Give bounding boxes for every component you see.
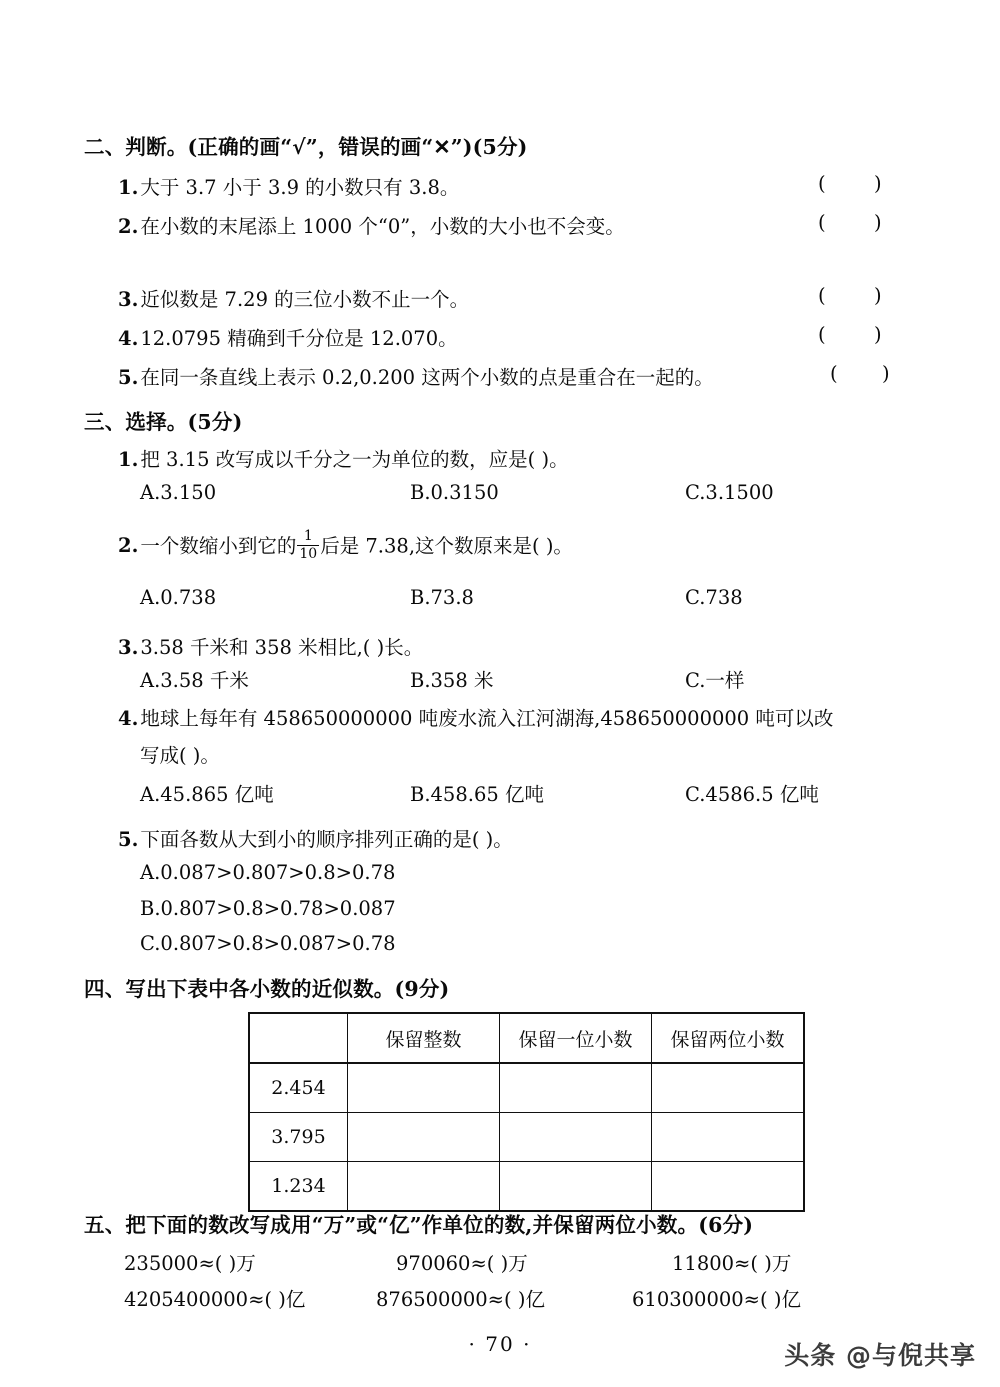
rewrite-item-6-close: ) [773, 1288, 782, 1311]
choice-4-option-a[interactable]: A.45.865 亿吨 [140, 783, 274, 806]
choice-1-option-b[interactable]: B.0.3150 [410, 481, 499, 504]
rewrite-item-4 [124, 1284, 305, 1312]
table-row-label-2: 3.795 [249, 1113, 348, 1162]
choice-question-3 [118, 632, 423, 660]
choice-question-4-line-2 [140, 740, 220, 768]
choice-3-option-c[interactable]: C.一样 [685, 669, 745, 692]
table-answer-cell-r2c3[interactable] [652, 1113, 805, 1162]
choice-question-5-text: 下面各数从大到小的顺序排列正确的是( )。 [140, 828, 513, 851]
choice-2-option-c[interactable]: C.738 [685, 586, 743, 609]
choice-5-option-b[interactable]: B.0.807>0.8>0.78>0.087 [140, 897, 396, 920]
judge-question-2-text: 在小数的末尾添上 1000 个“0”，小数的大小也不会变。 [140, 215, 625, 238]
judge-question-1 [118, 172, 459, 200]
judge-answer-1-paren-close[interactable]: ) [874, 172, 882, 195]
rewrite-item-1-value: 235000 [124, 1252, 199, 1275]
rewrite-item-2-unit: 万 [508, 1252, 528, 1275]
table-answer-cell-r3c1[interactable] [348, 1162, 500, 1212]
choice-1-option-c[interactable]: C.3.1500 [685, 481, 774, 504]
judge-answer-4-paren-close[interactable]: ) [874, 323, 882, 346]
rewrite-item-4-approx: ≈( [248, 1288, 273, 1311]
rewrite-item-5-unit: 亿 [525, 1288, 545, 1311]
fraction-one-tenth [297, 529, 319, 561]
choice-question-2-number: 2. [118, 534, 139, 558]
choice-question-1-text: 把 3.15 改写成以千分之一为单位的数，应是( )。 [140, 448, 569, 471]
rewrite-item-5-close: ) [517, 1288, 526, 1311]
judge-answer-1-paren-open: ( [818, 172, 826, 195]
table-answer-cell-r3c3[interactable] [652, 1162, 805, 1212]
rewrite-item-2-close: ) [500, 1252, 509, 1275]
judge-answer-5-paren-open: ( [830, 362, 838, 385]
judge-question-5 [118, 362, 714, 390]
judge-question-1-number: 1. [118, 176, 139, 199]
rewrite-item-2-approx: ≈( [470, 1252, 495, 1275]
table-answer-cell-r1c1[interactable] [348, 1063, 500, 1113]
section-three-heading: 三、选择。(5分) [84, 410, 243, 434]
table-answer-cell-r2c1[interactable] [348, 1113, 500, 1162]
table-header-row [249, 1013, 804, 1063]
judge-question-2-number: 2. [118, 215, 139, 238]
judge-answer-2-paren-close[interactable]: ) [874, 211, 882, 234]
rewrite-item-2 [396, 1248, 528, 1276]
table-row [249, 1063, 804, 1113]
table-row [249, 1113, 804, 1162]
section-five-heading: 五、把下面的数改写成用“万”或“亿”作单位的数,并保留两位小数。(6分) [84, 1213, 754, 1237]
rewrite-item-6-unit: 亿 [781, 1288, 801, 1311]
rewrite-item-5-value: 876500000 [376, 1288, 488, 1311]
choice-question-5-number: 5. [118, 828, 139, 851]
table-row [249, 1162, 804, 1212]
section-two-heading: 二、判断。(正确的画“√”，错误的画“✕”)(5分) [84, 135, 528, 159]
choice-question-2-text-after: 后是 7.38,这个数原来是( )。 [320, 534, 573, 558]
judge-answer-3-paren-close[interactable]: ) [874, 284, 882, 307]
judge-answer-2-paren-open: ( [818, 211, 826, 234]
fraction-denominator: 10 [299, 545, 318, 562]
choice-5-option-c[interactable]: C.0.807>0.8>0.087>0.78 [140, 932, 396, 955]
fraction-numerator: 1 [303, 528, 313, 544]
rewrite-item-6-value: 610300000 [632, 1288, 744, 1311]
judge-question-4 [118, 323, 458, 351]
choice-question-3-number: 3. [118, 636, 139, 659]
rewrite-item-4-unit: 亿 [285, 1288, 306, 1311]
choice-question-2-text-before: 一个数缩小到它的 [140, 534, 297, 558]
rewrite-item-3 [672, 1248, 791, 1276]
approximation-table [248, 1012, 805, 1212]
rewrite-item-1 [124, 1248, 256, 1276]
rewrite-item-2-value: 970060 [396, 1252, 471, 1275]
choice-question-4-line-1 [118, 703, 833, 731]
judge-question-1-text: 大于 3.7 小于 3.9 的小数只有 3.8。 [140, 176, 460, 199]
choice-question-4-number: 4. [118, 707, 139, 730]
judge-question-3 [118, 284, 469, 312]
rewrite-item-1-close: ) [228, 1252, 237, 1275]
table-row-label-1: 2.454 [249, 1063, 348, 1113]
choice-2-option-a[interactable]: A.0.738 [140, 586, 217, 609]
choice-4-option-c[interactable]: C.4586.5 亿吨 [685, 783, 819, 806]
judge-answer-3-paren-open: ( [818, 284, 826, 307]
watermark: 头条 @与倪共享 [784, 1341, 976, 1370]
judge-answer-4-paren-open: ( [818, 323, 826, 346]
rewrite-item-1-approx: ≈( [198, 1252, 223, 1275]
rewrite-item-5 [376, 1284, 545, 1312]
rewrite-item-6-approx: ≈( [743, 1288, 768, 1311]
choice-question-1-number: 1. [118, 448, 139, 471]
judge-question-4-number: 4. [118, 327, 139, 350]
rewrite-item-5-approx: ≈( [487, 1288, 512, 1311]
judge-answer-5-paren-close[interactable]: ) [882, 362, 890, 385]
choice-3-option-a[interactable]: A.3.58 千米 [140, 669, 249, 692]
rewrite-item-1-unit: 万 [236, 1252, 256, 1275]
choice-2-option-b[interactable]: B.73.8 [410, 586, 474, 609]
rewrite-item-4-value: 4205400000 [124, 1288, 249, 1311]
table-answer-cell-r1c2[interactable] [500, 1063, 652, 1113]
rewrite-item-4-close: ) [278, 1288, 286, 1311]
judge-question-3-text: 近似数是 7.29 的三位小数不止一个。 [140, 288, 470, 311]
choice-3-option-b[interactable]: B.358 米 [410, 669, 494, 692]
judge-question-2 [118, 211, 625, 239]
rewrite-item-3-unit: 万 [771, 1252, 792, 1275]
table-corner-cell [249, 1013, 348, 1063]
table-answer-cell-r1c3[interactable] [652, 1063, 805, 1113]
judge-question-4-text: 12.0795 精确到千分位是 12.070。 [140, 327, 458, 350]
choice-question-4-text-line-1: 地球上每年有 458650000000 吨废水流入江河湖海,458650000000 吨可以改 [140, 707, 834, 730]
choice-4-option-b[interactable]: B.458.65 亿吨 [410, 783, 544, 806]
choice-question-2 [118, 530, 573, 562]
table-row-label-3: 1.234 [249, 1162, 348, 1212]
choice-question-1 [118, 444, 569, 472]
table-header-keep-two-decimals: 保留两位小数 [652, 1013, 805, 1063]
table-header-keep-integer: 保留整数 [348, 1013, 500, 1063]
rewrite-item-6 [632, 1284, 801, 1312]
choice-1-option-a[interactable]: A.3.150 [140, 481, 217, 504]
page-number: · 70 · [468, 1332, 532, 1356]
choice-5-option-a[interactable]: A.0.087>0.807>0.8>0.78 [140, 861, 396, 884]
choice-question-3-text: 3.58 千米和 358 米相比,( )长。 [140, 636, 424, 659]
rewrite-item-3-approx: ≈( [734, 1252, 758, 1275]
section-four-heading: 四、写出下表中各小数的近似数。(9分) [84, 977, 450, 1001]
table-answer-cell-r2c2[interactable] [500, 1113, 652, 1162]
rewrite-item-3-close: ) [764, 1252, 772, 1275]
choice-question-4-text-line-2: 写成( )。 [140, 744, 220, 767]
rewrite-item-3-value: 11800 [672, 1252, 735, 1275]
judge-question-5-number: 5. [118, 366, 139, 389]
table-header-keep-one-decimal: 保留一位小数 [500, 1013, 652, 1063]
choice-question-5 [118, 824, 513, 852]
judge-question-3-number: 3. [118, 288, 139, 311]
judge-question-5-text: 在同一条直线上表示 0.2,0.200 这两个小数的点是重合在一起的。 [140, 366, 714, 389]
table-answer-cell-r3c2[interactable] [500, 1162, 652, 1212]
